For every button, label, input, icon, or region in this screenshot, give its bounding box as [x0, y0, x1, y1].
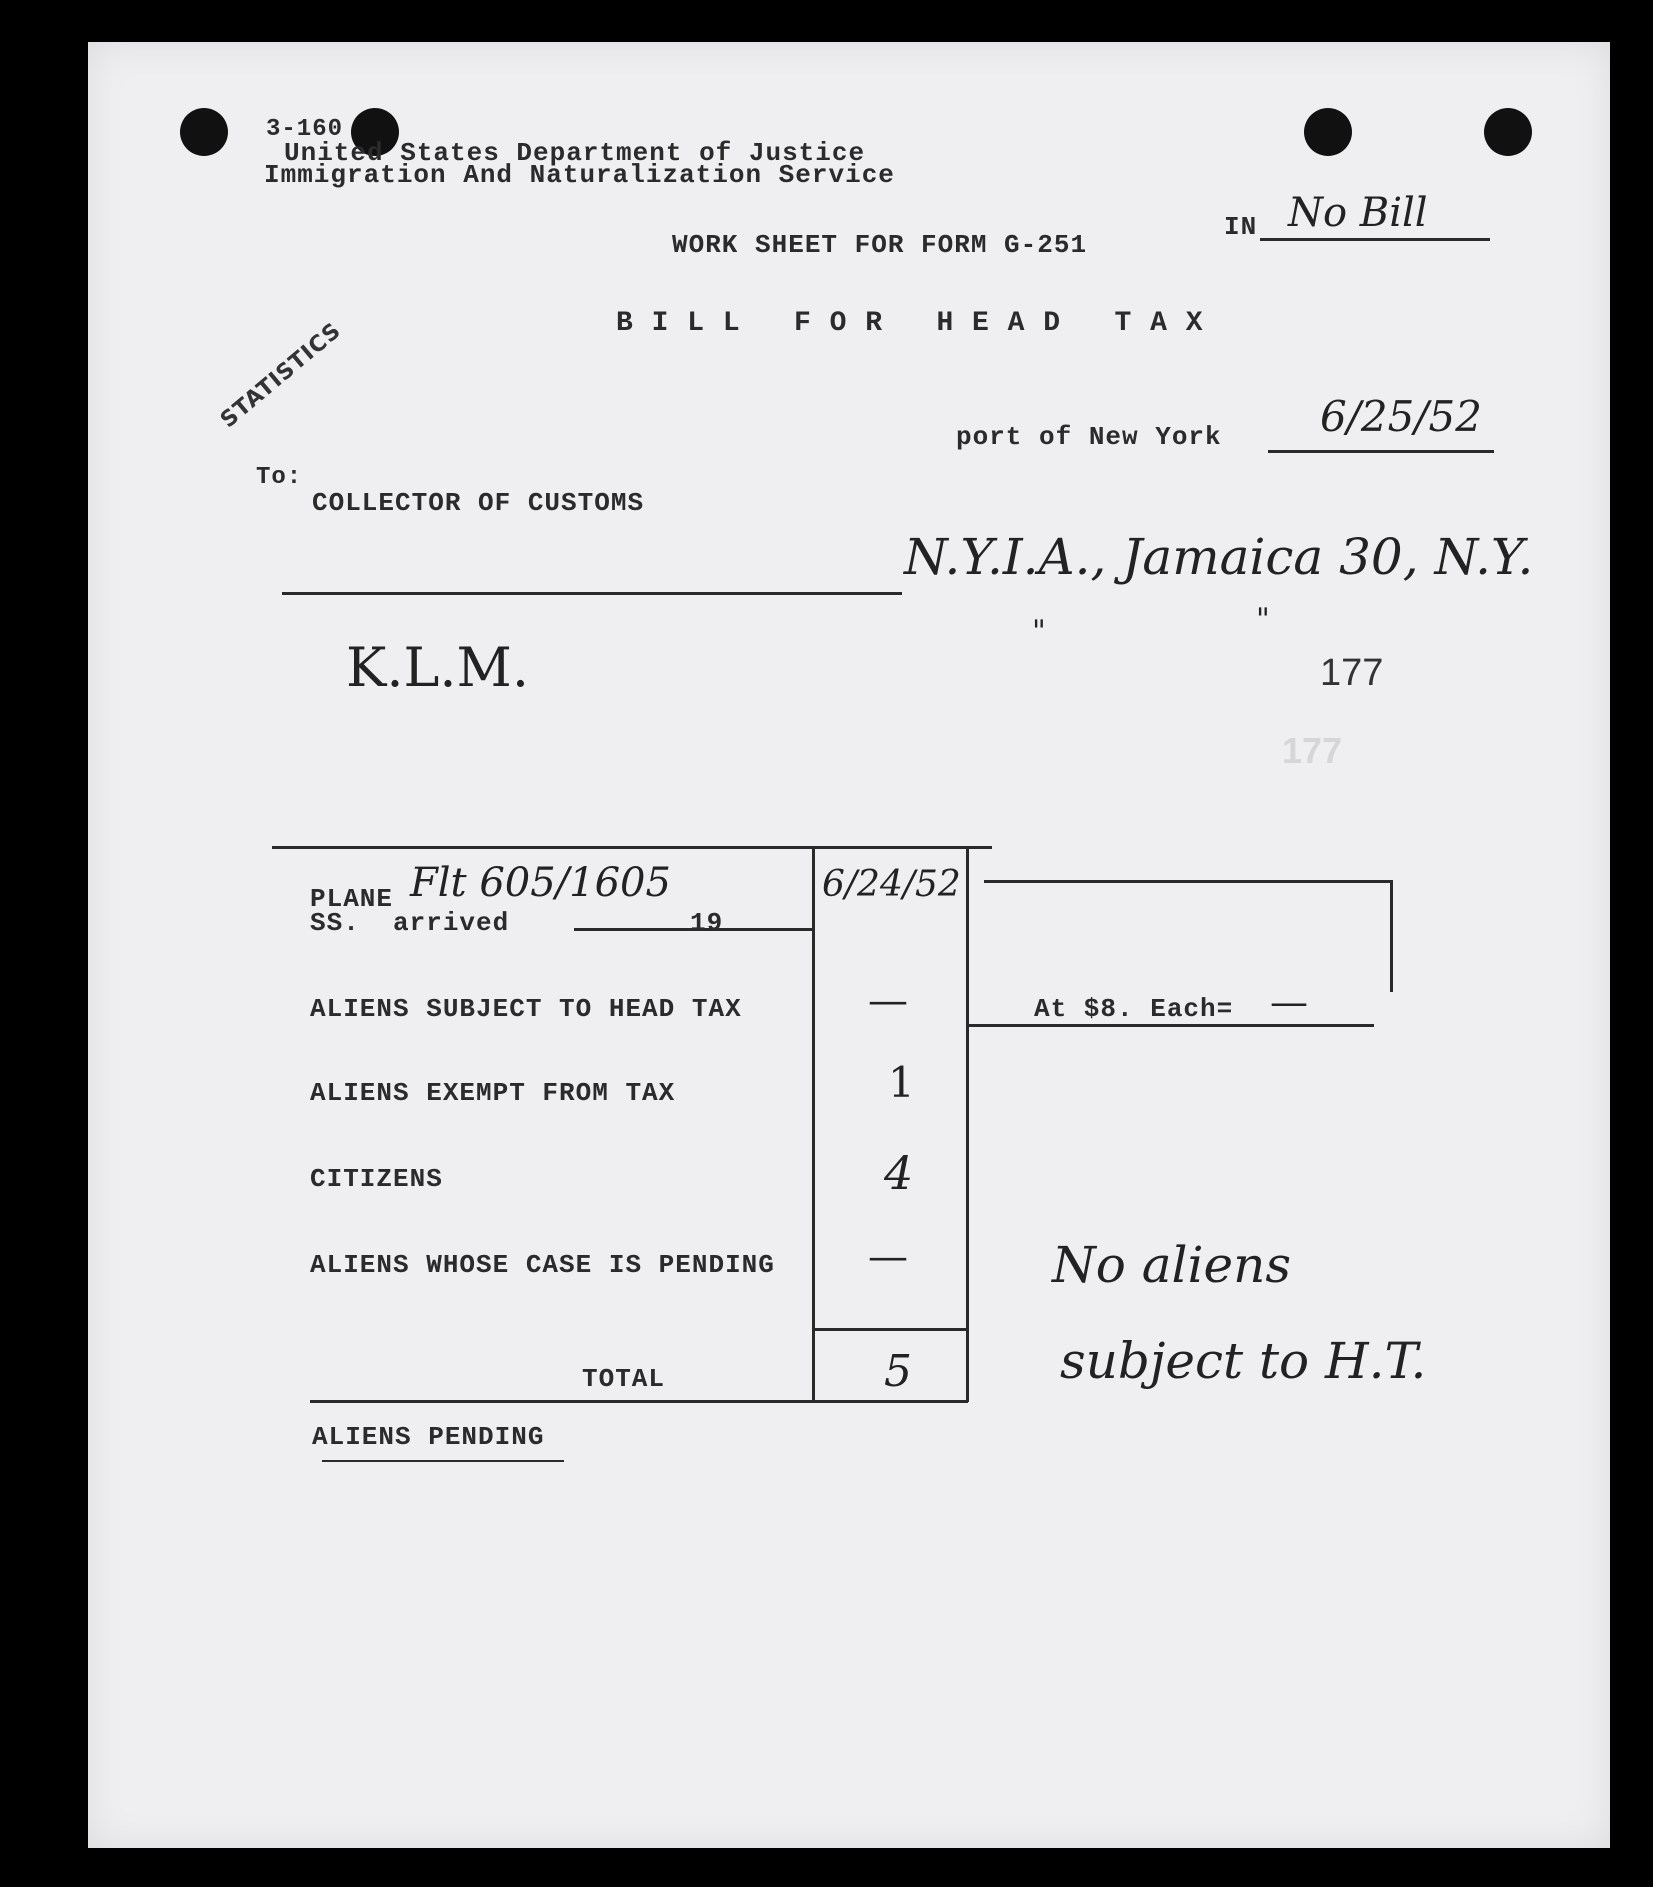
aliens-pending-underline: [322, 1460, 564, 1462]
row-label-subject-to-tax: ALIENS SUBJECT TO HEAD TAX: [310, 994, 742, 1024]
aliens-pending-label: ALIENS PENDING: [312, 1422, 545, 1452]
punch-hole-far-right: [1484, 108, 1532, 156]
total-label: TOTAL: [582, 1364, 666, 1394]
note-handwritten-line-1: No aliens: [1052, 1236, 1291, 1294]
punch-hole-left: [180, 108, 228, 156]
table-top-rule: [272, 846, 992, 849]
ditto-mark-2: ": [1256, 602, 1270, 637]
statistics-stamp: STATISTICS: [216, 318, 347, 434]
worksheet-title: WORK SHEET FOR FORM G-251: [672, 230, 1088, 260]
in-label: IN: [1224, 212, 1258, 242]
collector-name: COLLECTOR OF CUSTOMS: [312, 488, 645, 518]
row-value-exempt: 1: [888, 1058, 915, 1107]
service-name: Immigration And Naturalization Service: [264, 160, 895, 190]
plane-label: PLANE: [310, 884, 394, 914]
serial-number-faint: 177: [1282, 730, 1343, 771]
ditto-mark-1: ": [1032, 614, 1046, 649]
table-value-col-right: [966, 846, 969, 1402]
row-label-pending: ALIENS WHOSE CASE IS PENDING: [310, 1250, 775, 1280]
serial-number: 177: [1320, 652, 1384, 694]
location-handwritten: N.Y.I.A., Jamaica 30, N.Y.: [904, 528, 1534, 586]
document-page: [88, 42, 1610, 1848]
to-label: To:: [256, 464, 303, 491]
row-value-citizens: 4: [884, 1146, 914, 1200]
note-handwritten-line-2: subject to H.T.: [1060, 1332, 1427, 1390]
rate-value: —: [1270, 980, 1308, 1024]
port-date-underline: [1268, 450, 1494, 453]
in-value: No Bill: [1288, 190, 1428, 236]
arrival-date: 6/24/52: [822, 864, 961, 905]
form-number: 3-160: [266, 116, 344, 143]
address-underline: [282, 592, 902, 595]
row-value-pending: —: [868, 1234, 908, 1280]
port-date: 6/25/52: [1320, 392, 1482, 441]
punch-hole-right: [1304, 108, 1352, 156]
row-label-exempt: ALIENS EXEMPT FROM TAX: [310, 1078, 676, 1108]
year-prefix: 19: [690, 908, 724, 938]
port-label: port of New York: [956, 422, 1222, 452]
in-underline: [1260, 238, 1490, 241]
rate-underline: [968, 1024, 1374, 1027]
total-divider: [812, 1328, 968, 1331]
ss-arrived-label: SS. arrived: [310, 908, 510, 938]
plane-value: Flt 605/1605: [410, 860, 671, 906]
carrier-handwritten: K.L.M.: [346, 636, 529, 699]
department-name: United States Department of Justice: [284, 138, 866, 168]
row-label-citizens: CITIZENS: [310, 1164, 443, 1194]
total-value: 5: [884, 1346, 912, 1397]
bill-title: B I L L F O R H E A D T A X: [616, 308, 1204, 339]
rate-label: At $8. Each=: [1034, 994, 1234, 1024]
rate-box-right: [1390, 880, 1393, 992]
row-value-subject-to-tax: —: [868, 978, 908, 1024]
table-bottom-rule: [310, 1400, 968, 1403]
rate-box-top: [984, 880, 1392, 883]
